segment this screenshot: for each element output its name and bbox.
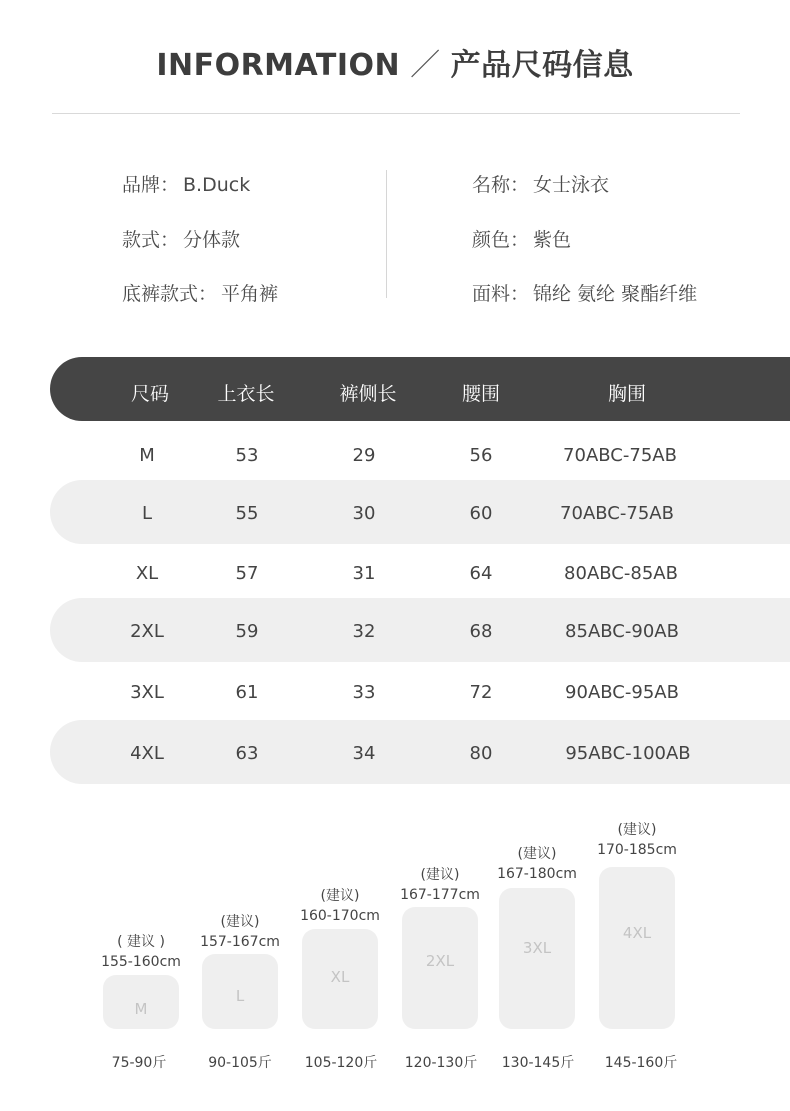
table-cell-size: XL: [135, 563, 159, 584]
table-cell-bust: 70ABC-75AB: [563, 445, 677, 466]
guide-suggest: (建议): [220, 914, 260, 930]
guide-label-m: [101, 932, 181, 972]
info-brand-value: B.Duck: [183, 174, 251, 196]
table-cell-side-length: 32: [352, 621, 376, 642]
guide-label-l: [200, 912, 280, 952]
table-cell-side-length: 31: [352, 563, 376, 584]
header-side-length: 裤侧长: [339, 383, 397, 405]
info-fabric: [472, 279, 697, 306]
guide-box-size: 3XL: [522, 939, 552, 957]
table-cell-waist: 64: [469, 563, 493, 584]
guide-box-3xl: [499, 888, 575, 1029]
guide-suggest: ( 建议 ): [117, 934, 165, 950]
table-cell-bust: 95ABC-100AB: [565, 743, 691, 764]
info-divider: [386, 170, 387, 298]
guide-suggest: (建议): [320, 888, 360, 904]
info-color-label: 颜色：: [472, 229, 530, 251]
table-cell-size: L: [141, 503, 153, 524]
guide-height: 170-185cm: [597, 842, 677, 858]
table-cell-top-length: 55: [235, 503, 259, 524]
guide-height: 155-160cm: [101, 954, 181, 970]
title-separator: ／: [410, 48, 441, 83]
guide-label-xl: [300, 886, 380, 926]
table-cell-waist: 60: [469, 503, 493, 524]
info-fabric-value: 锦纶 氨纶 聚酯纤维: [533, 283, 698, 305]
guide-weight: 90-105斤: [208, 1055, 272, 1071]
header-top-length: 上衣长: [217, 383, 275, 405]
guide-height: 160-170cm: [300, 908, 380, 924]
info-color-value: 紫色: [533, 229, 572, 251]
table-cell-top-length: 59: [235, 621, 259, 642]
info-name-label: 名称：: [472, 174, 530, 196]
guide-weight: 105-120斤: [304, 1055, 378, 1071]
guide-box-m: [103, 975, 179, 1029]
info-style-value: 分体款: [183, 229, 241, 251]
table-cell-size: 3XL: [130, 682, 164, 703]
table-cell-size: 2XL: [130, 621, 164, 642]
guide-height: 157-167cm: [200, 934, 280, 950]
guide-label-2xl: [400, 865, 480, 905]
info-style: [122, 225, 240, 252]
table-cell-waist: 80: [469, 743, 493, 764]
info-color: [472, 225, 571, 252]
guide-box-4xl: [599, 867, 675, 1029]
guide-weight: 120-130斤: [404, 1055, 478, 1071]
table-cell-bust: 80ABC-85AB: [564, 563, 678, 584]
table-cell-bust: 90ABC-95AB: [565, 682, 679, 703]
guide-box-l: [202, 954, 278, 1029]
page-title: [0, 40, 790, 84]
table-cell-side-length: 29: [352, 445, 376, 466]
guide-height: 167-180cm: [497, 866, 577, 882]
header-bust: 胸围: [607, 383, 647, 405]
table-cell-waist: 68: [469, 621, 493, 642]
guide-box-size: L: [235, 987, 245, 1005]
guide-box-size: XL: [330, 968, 350, 986]
info-name: [472, 170, 609, 197]
guide-box-size: 4XL: [622, 924, 652, 942]
header-divider: [52, 113, 740, 114]
header-size: 尺码: [130, 383, 170, 405]
guide-box-2xl: [402, 907, 478, 1029]
table-cell-size: 4XL: [130, 743, 164, 764]
info-style-label: 款式：: [122, 229, 180, 251]
guide-label-3xl: [497, 844, 577, 884]
guide-box-size: M: [134, 1000, 148, 1018]
table-cell-bust: 70ABC-75AB: [560, 503, 674, 524]
info-brand: [122, 170, 250, 197]
table-cell-top-length: 57: [235, 563, 259, 584]
title-chinese: 产品尺码信息: [450, 48, 634, 83]
table-cell-top-length: 63: [235, 743, 259, 764]
guide-label-4xl: [597, 820, 677, 860]
guide-weight: 145-160斤: [604, 1055, 678, 1071]
guide-suggest: (建议): [420, 867, 460, 883]
guide-suggest: (建议): [617, 822, 657, 838]
table-cell-side-length: 34: [352, 743, 376, 764]
table-cell-size: M: [139, 445, 155, 466]
header-waist: 腰围: [461, 383, 501, 405]
info-brand-label: 品牌：: [122, 174, 180, 196]
info-fabric-label: 面料：: [472, 283, 530, 305]
info-bottom-style: [122, 279, 278, 306]
table-cell-side-length: 30: [352, 503, 376, 524]
info-bottom-style-label: 底裤款式：: [122, 283, 218, 305]
guide-height: 167-177cm: [400, 887, 480, 903]
info-bottom-style-value: 平角裤: [221, 283, 279, 305]
table-cell-top-length: 61: [235, 682, 259, 703]
guide-box-size: 2XL: [425, 952, 455, 970]
table-cell-side-length: 33: [352, 682, 376, 703]
row-band: [50, 480, 790, 544]
info-name-value: 女士泳衣: [533, 174, 610, 196]
table-cell-waist: 72: [469, 682, 493, 703]
guide-suggest: (建议): [517, 846, 557, 862]
guide-weight: 130-145斤: [501, 1055, 575, 1071]
guide-weight: 75-90斤: [111, 1055, 167, 1071]
table-cell-bust: 85ABC-90AB: [565, 621, 679, 642]
table-cell-top-length: 53: [235, 445, 259, 466]
guide-box-xl: [302, 929, 378, 1029]
title-english: INFORMATION: [156, 48, 401, 83]
table-cell-waist: 56: [469, 445, 493, 466]
